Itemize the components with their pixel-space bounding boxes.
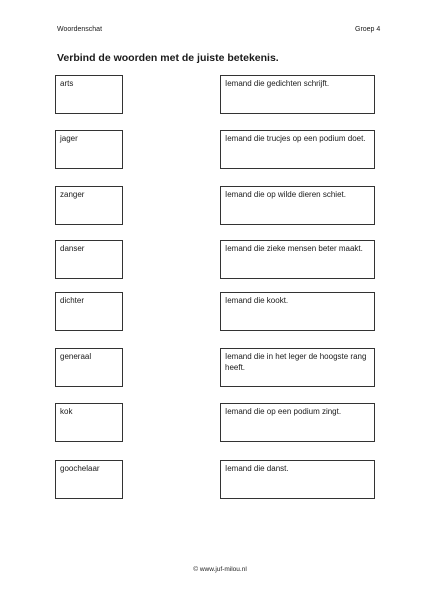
definition-box[interactable]: Iemand die op wilde dieren schiet.	[220, 186, 375, 225]
word-box[interactable]: zanger	[55, 186, 123, 225]
definition-box[interactable]: Iemand die in het leger de hoogste rang heeft.	[220, 348, 375, 387]
word-box[interactable]: danser	[55, 240, 123, 279]
header-subject: Woordenschat	[57, 26, 103, 33]
definition-box[interactable]: Iemand die danst.	[220, 460, 375, 499]
word-box[interactable]: arts	[55, 75, 123, 114]
definition-box[interactable]: Iemand die trucjes op een podium doet.	[220, 130, 375, 169]
worksheet-title: Verbind de woorden met de juiste betekenis.	[57, 52, 279, 64]
definition-box[interactable]: Iemand die op een podium zingt.	[220, 403, 375, 442]
word-box[interactable]: kok	[55, 403, 123, 442]
footer-copyright: © www.juf-milou.nl	[193, 566, 247, 573]
word-box[interactable]: generaal	[55, 348, 123, 387]
definition-box[interactable]: Iemand die kookt.	[220, 292, 375, 331]
word-box[interactable]: dichter	[55, 292, 123, 331]
word-box[interactable]: jager	[55, 130, 123, 169]
definition-box[interactable]: Iemand die zieke mensen beter maakt.	[220, 240, 375, 279]
word-box[interactable]: goochelaar	[55, 460, 123, 499]
header-group: Groep 4	[355, 26, 381, 33]
definition-box[interactable]: Iemand die gedichten schrijft.	[220, 75, 375, 114]
